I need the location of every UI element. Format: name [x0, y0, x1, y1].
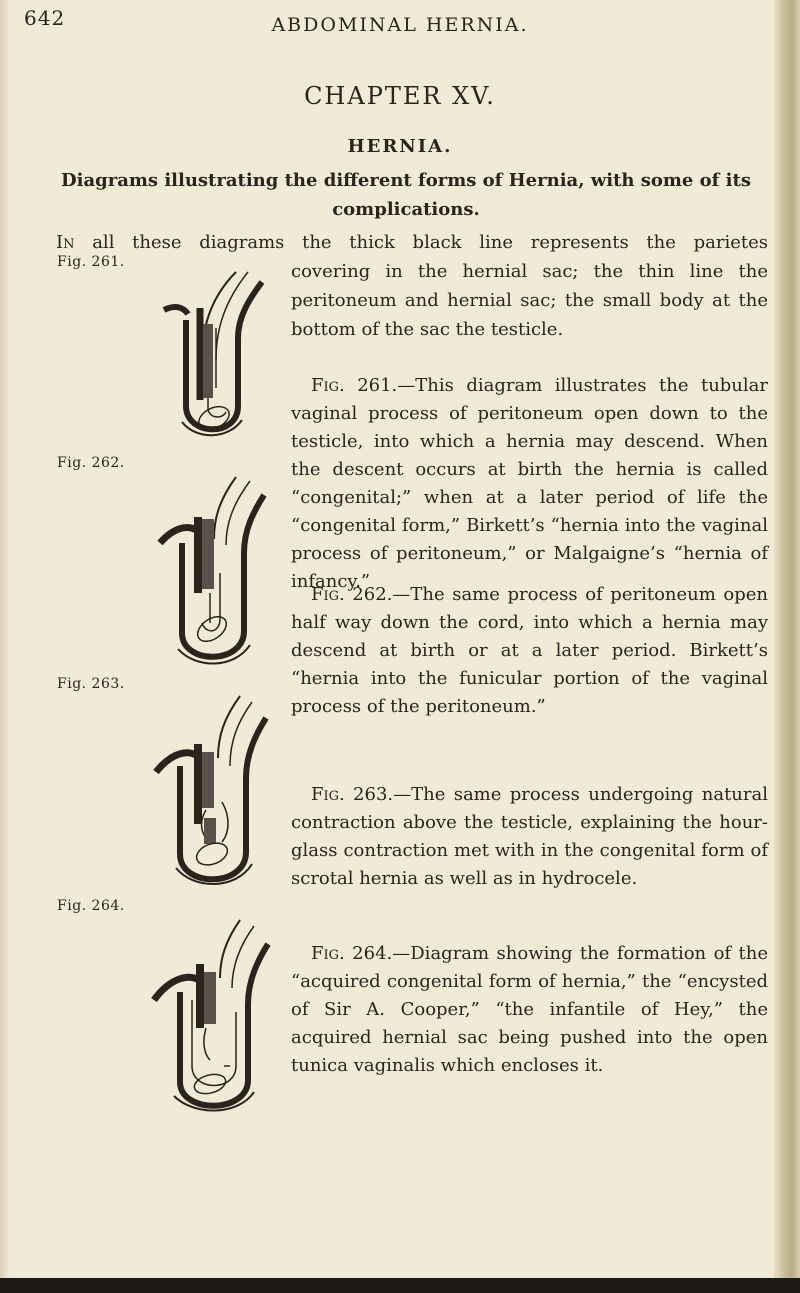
figure-261-caption	[291, 372, 768, 596]
page-gutter-shadow	[0, 0, 10, 1293]
figure-263-diagram	[140, 692, 280, 892]
figure-261-caption-lead: Fig. 261.	[311, 375, 398, 396]
figure-263-caption-lead: Fig. 263.	[311, 784, 394, 805]
intro-lead-word: In	[56, 232, 75, 253]
intro-first-line-text: all these diagrams the thick black line represents the parietes	[92, 232, 768, 253]
figure-label-261: Fig. 261.	[57, 254, 125, 270]
bottom-border	[0, 1278, 800, 1293]
figure-261-diagram	[140, 268, 280, 453]
running-head: ABDOMINAL HERNIA.	[271, 14, 529, 36]
figure-263-caption	[291, 781, 768, 893]
section-title: HERNIA.	[347, 136, 453, 157]
figure-262-caption-text: —The same process of peritoneum open half way down the cord, into which a hernia may descend at birth or at a later period. Birkett’s “hernia into the funicular portion of the vaginal process of the peritoneum.”	[291, 584, 768, 717]
page-edge	[774, 0, 800, 1293]
figure-264-diagram	[140, 916, 280, 1116]
figure-264-caption	[291, 940, 768, 1080]
figure-262-caption-lead: Fig. 262.	[311, 584, 393, 605]
figure-262-diagram	[140, 473, 280, 673]
figure-label-264: Fig. 264.	[57, 898, 125, 914]
figure-264-caption-lead: Fig. 264.	[311, 943, 393, 964]
figure-262-caption	[291, 581, 768, 721]
intro-body: covering in the hernial sac; the thin line the peritoneum and hernial sac; the small body at the bottom of the sac the testicle.	[291, 261, 768, 340]
figure-261-caption-text: —This diagram illustrates the tubular vaginal process of peritoneum open down to the testicle, into which a hernia may descend. When the descent occurs at birth the hernia is called “congenital;” when at a later period of life the “congenital form,” Birkett’s “hernia into the vaginal process of peritoneum,” or Malgaigne’s “hernia of infancy.”	[291, 375, 768, 592]
figure-label-263: Fig. 263.	[57, 676, 125, 692]
chapter-title: CHAPTER XV.	[304, 82, 496, 110]
page-number: 642	[24, 6, 66, 30]
figure-264-caption-text: —Diagram showing the formation of the “acquired congenital form of hernia,” the “encysted of Sir A. Cooper,” “the infantile of Hey,” the acquired hernial sac being pushed into the open tunica vaginalis which encloses it.	[291, 943, 768, 1076]
figure-263-caption-text: —The same process undergoing natural contraction above the testicle, explaining the hour-glass contraction met with in the congenital form of scrotal hernia as well as in hydrocele.	[291, 784, 768, 889]
figure-label-262: Fig. 262.	[57, 455, 125, 471]
chapter-subtitle: Diagrams illustrating the different forms of Hernia, with some of its complications.	[61, 170, 751, 220]
intro-first-line	[56, 228, 768, 257]
